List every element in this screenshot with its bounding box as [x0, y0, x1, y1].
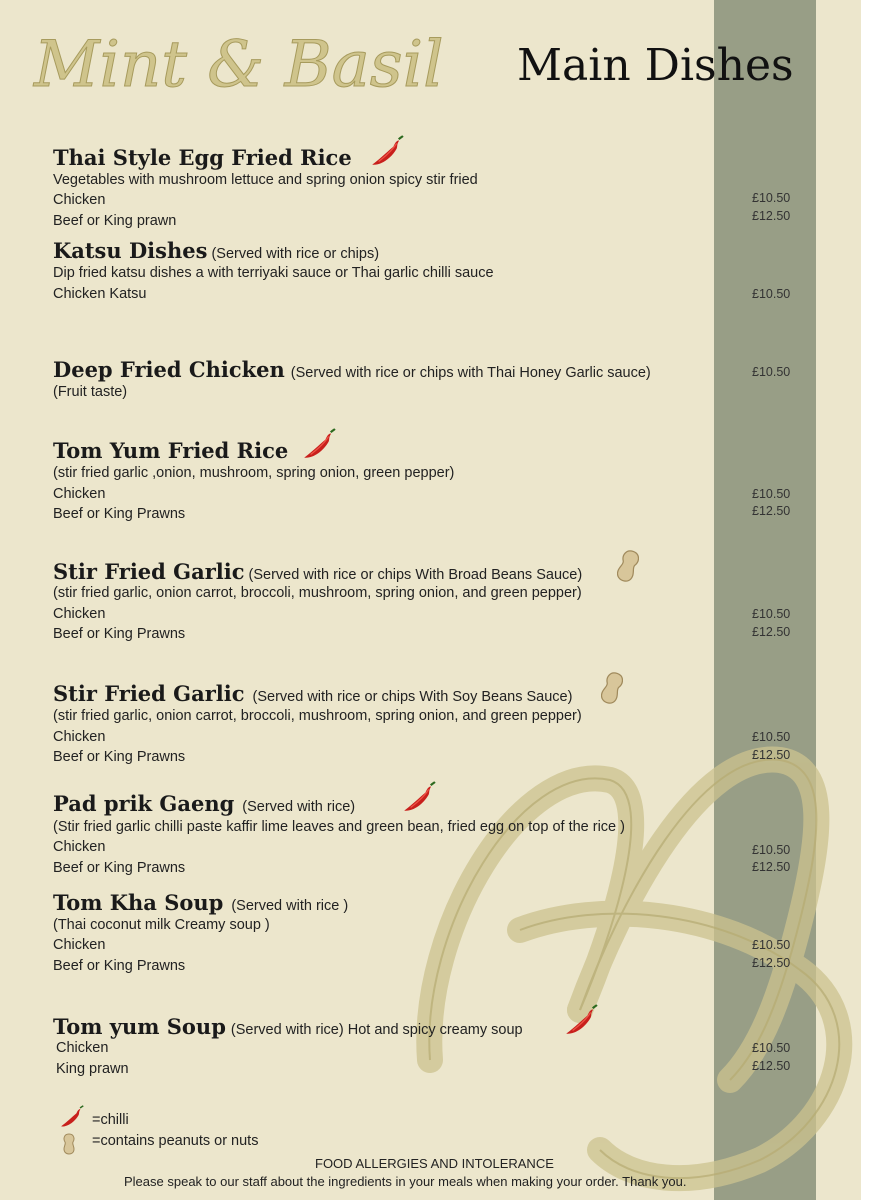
dish-name: Tom Yum Fried Rice: [53, 438, 289, 463]
dish-note: (Served with rice or chips): [211, 246, 380, 262]
dish-line: (stir fried garlic ,onion, mushroom, spring onion, green pepper): [53, 465, 455, 481]
legend-chilli-label: =chilli: [92, 1112, 129, 1128]
mb-monogram-watermark: [400, 720, 870, 1200]
peanut-icon: [62, 1133, 76, 1160]
dish-name: Stir Fried Garlic: [53, 559, 245, 584]
peanut-icon: [601, 671, 623, 710]
dish-price: £12.50: [752, 504, 791, 518]
chilli-icon: [562, 1004, 598, 1045]
dish-price: £10.50: [752, 843, 791, 857]
dish-line: Beef or King Prawns: [53, 506, 186, 522]
dish-title-row: [53, 892, 348, 914]
dish-price: £12.50: [752, 956, 791, 970]
dish-line: (stir fried garlic, onion carrot, broccoli, mushroom, spring onion, and green pepper): [53, 585, 582, 601]
dish-title-row: [53, 359, 651, 381]
dish-line: Beef or King prawn: [53, 213, 177, 229]
mint-and-basil-logo: [32, 8, 492, 108]
dish-price: £10.50: [752, 365, 791, 379]
chilli-icon: [58, 1105, 84, 1136]
dish-price: £10.50: [752, 730, 791, 744]
dish-title-row: [53, 440, 288, 462]
dish-line: (Stir fried garlic chilli paste kaffir lime leaves and green bean, fried egg on top of the rice ): [53, 819, 625, 835]
dish-line: Vegetables with mushroom lettuce and spring onion spicy stir fried: [53, 172, 478, 188]
chilli-icon: [368, 135, 404, 176]
allergy-heading: FOOD ALLERGIES AND INTOLERANCE: [315, 1156, 554, 1171]
dish-title-row: [53, 561, 582, 583]
dish-price: £10.50: [752, 607, 791, 621]
dish-line: (Fruit taste): [53, 384, 128, 400]
dish-title-row: [53, 793, 355, 815]
dish-name: Tom Kha Soup: [53, 890, 224, 915]
dish-price: £12.50: [752, 209, 791, 223]
dish-title-row: [53, 147, 352, 169]
peanut-icon: [617, 549, 639, 588]
dish-line: Chicken Katsu: [53, 286, 147, 302]
dish-name: Katsu Dishes: [53, 238, 208, 263]
dish-price: £10.50: [752, 1041, 791, 1055]
dish-note: (Served with rice or chips with Thai Honey Garlic sauce): [290, 365, 651, 381]
dish-price: £10.50: [752, 938, 791, 952]
dish-line: (Thai coconut milk Creamy soup ): [53, 917, 270, 933]
dish-price: £12.50: [752, 625, 791, 639]
allergy-notice: Please speak to our staff about the ingredients in your meals when making your order. Thank you.: [124, 1174, 687, 1189]
chilli-icon: [300, 428, 336, 469]
dish-title-row: [53, 1016, 523, 1038]
dish-line: Dip fried katsu dishes a with terriyaki sauce or Thai garlic chilli sauce: [53, 265, 494, 281]
dish-name: Deep Fried Chicken: [53, 357, 285, 382]
dish-note: (Served with rice): [242, 799, 356, 815]
dish-price: £10.50: [752, 287, 791, 301]
dish-price: £12.50: [752, 748, 791, 762]
dish-line: Beef or King Prawns: [53, 749, 186, 765]
dish-title-row: [53, 240, 379, 262]
dish-line: Chicken: [53, 606, 106, 622]
dish-line: Beef or King Prawns: [53, 860, 186, 876]
page-title: Main Dishes: [517, 40, 794, 91]
chilli-icon: [400, 781, 436, 822]
dish-name: Thai Style Egg Fried Rice: [53, 145, 352, 170]
dish-line: Chicken: [53, 192, 106, 208]
dish-price: £10.50: [752, 191, 791, 205]
dish-line: Chicken: [53, 839, 106, 855]
svg-text:Mint & Basil: Mint & Basil: [34, 28, 444, 102]
dish-line: Beef or King Prawns: [53, 626, 186, 642]
dish-title-row: [53, 683, 572, 705]
legend-peanut-label: =contains peanuts or nuts: [92, 1133, 259, 1149]
dish-name: Pad prik Gaeng: [53, 791, 235, 816]
dish-line: Chicken: [56, 1040, 109, 1056]
dish-name: Stir Fried Garlic: [53, 681, 245, 706]
dish-line: Beef or King Prawns: [53, 958, 186, 974]
dish-line: King prawn: [56, 1061, 129, 1077]
dish-line: Chicken: [53, 937, 106, 953]
dish-name: Tom yum Soup: [53, 1014, 226, 1039]
dish-price: £12.50: [752, 1059, 791, 1073]
dish-line: Chicken: [53, 729, 106, 745]
dish-note: (Served with rice ): [231, 898, 349, 914]
dish-note: (Served with rice) Hot and spicy creamy soup: [230, 1022, 523, 1038]
dish-line: (stir fried garlic, onion carrot, broccoli, mushroom, spring onion, and green pepper): [53, 708, 582, 724]
dish-price: £12.50: [752, 860, 791, 874]
dish-line: Chicken: [53, 486, 106, 502]
dish-price: £10.50: [752, 487, 791, 501]
dish-note: (Served with rice or chips With Broad Beans Sauce): [248, 567, 583, 583]
dish-note: (Served with rice or chips With Soy Beans Sauce): [252, 689, 573, 705]
